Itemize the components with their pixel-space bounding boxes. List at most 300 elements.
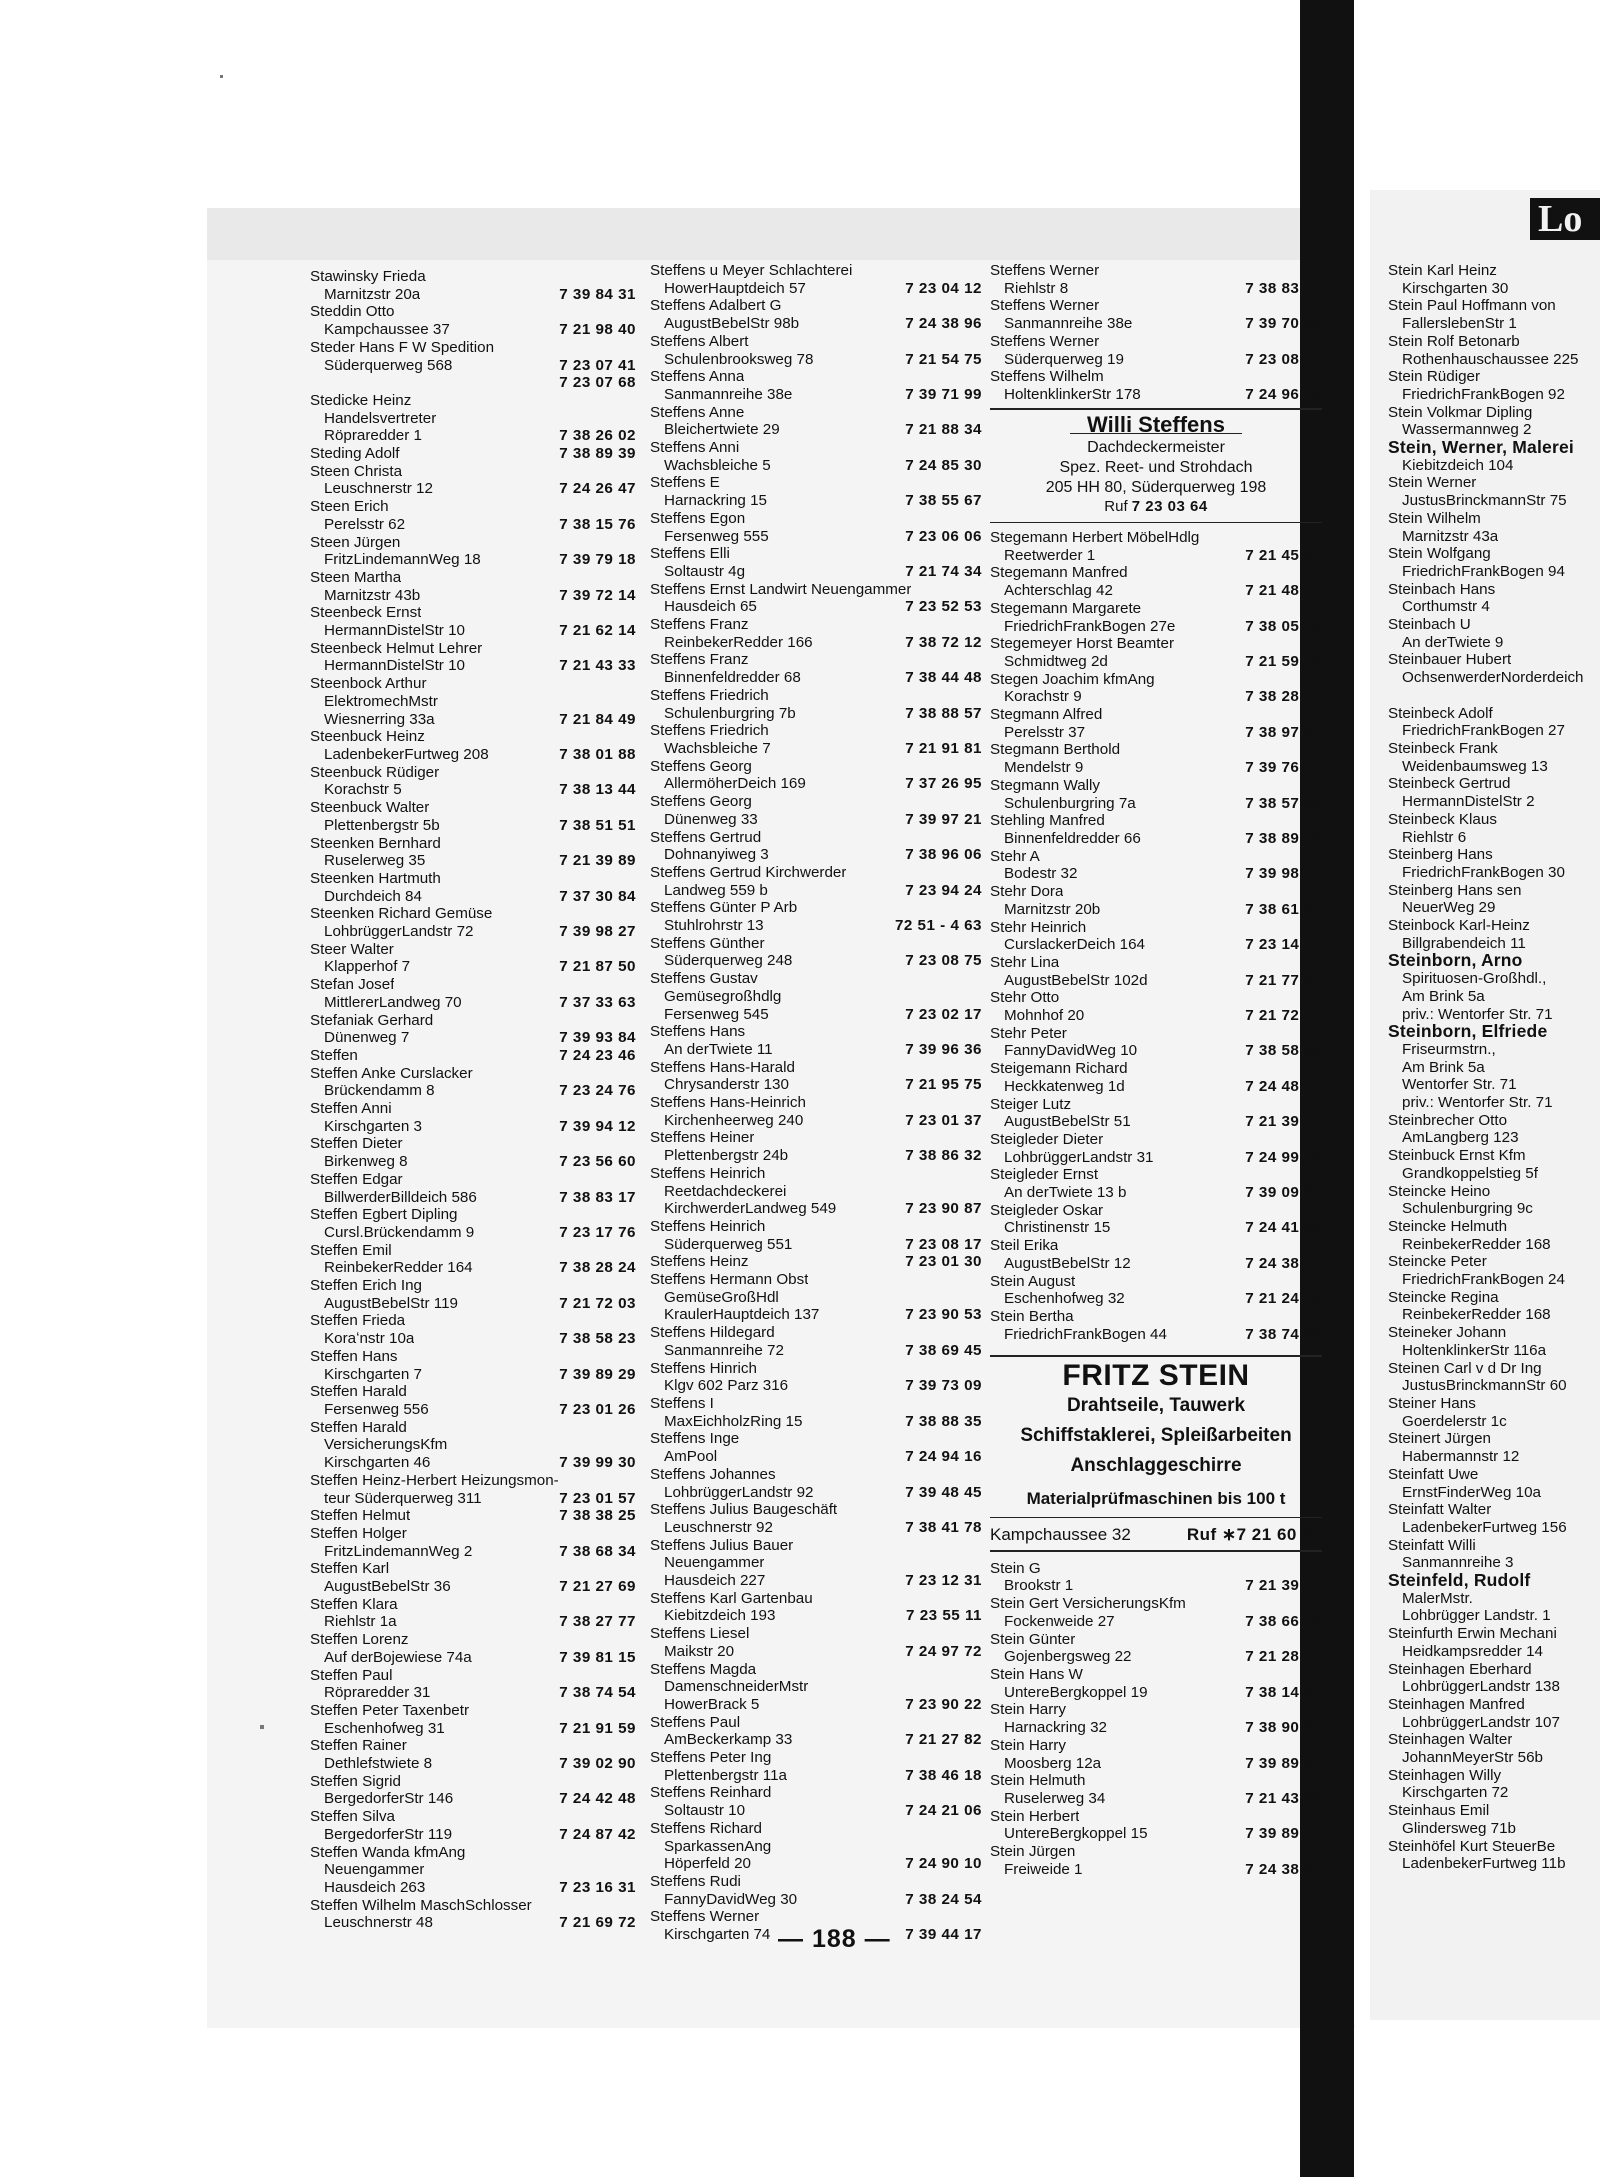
entry-text: Marnitzstr 43b [324,586,421,604]
entry-line [650,846,982,864]
entry-line [990,1701,1322,1719]
directory-entry [1388,775,1600,810]
entry-text: FriedrichFrankBogen 94 [1402,562,1565,580]
entry-line [310,534,636,552]
entry-line [990,368,1322,386]
entry-text: Leuschnerstr 12 [324,480,433,498]
entry-text: Riehlstr 1a [324,1613,397,1631]
entry-phone: 7 23 16 31 [559,1878,636,1896]
entry-line [650,705,982,723]
entry-text: Steffen Lorenz [310,1631,409,1649]
entry-line [310,1613,636,1631]
entry-line [310,1914,636,1932]
entry-phone: 7 39 93 84 [559,1029,636,1047]
directory-entry [650,333,982,368]
directory-entry [990,812,1322,847]
column-3-bottom [990,1560,1322,1879]
entry-text: Hausdeich 65 [664,598,757,616]
entry-phone: 7 23 90 87 [905,1200,982,1218]
entry-line [310,1684,636,1702]
entry-phone [978,297,982,315]
directory-entry [650,1590,982,1625]
entry-line [310,746,636,764]
entry-line [990,600,1322,618]
entry-line [310,551,636,569]
entry-line [310,1419,636,1437]
entry-phone [1596,1802,1600,1820]
entry-phone: 7 21 74 34 [905,562,982,580]
entry-phone [1596,280,1600,298]
entry-phone [1318,1808,1322,1826]
entry-line [310,1773,636,1791]
entry-phone: 7 21 39 54 [1245,1113,1322,1131]
entry-phone [632,1383,636,1401]
entry-phone [632,604,636,622]
entry-line [1388,315,1600,333]
entry-phone [978,1165,982,1183]
entry-line [310,941,636,959]
entry-line [650,1147,982,1165]
directory-entry [990,883,1322,918]
entry-phone: 7 39 02 90 [559,1755,636,1773]
entry-text: Steinbach Hans [1388,580,1496,598]
entry-text: Steenbuck Heinz [310,728,425,746]
entry-phone [978,988,982,1006]
directory-entry [1388,1147,1600,1182]
entry-line [650,722,982,740]
entry-phone [1596,492,1600,510]
entry-line [650,687,982,705]
entry-text: Achterschlag 42 [1004,582,1113,600]
entry-line [650,1200,982,1218]
entry-line [310,1295,636,1313]
entry-line [1388,1165,1600,1183]
directory-entry [310,764,636,799]
entry-phone [632,976,636,994]
entry-phone [1596,1006,1600,1024]
entry-text: Plettenbergstr 24b [664,1147,789,1165]
entry-line [990,1684,1322,1702]
entry-line [650,598,982,616]
ad-fritz-stein [990,1355,1322,1551]
entry-phone [632,799,636,817]
entry-phone: 7 24 99 13 [1245,1148,1322,1166]
entry-text: Steinbrecher Otto [1388,1111,1508,1129]
entry-phone: 7 24 94 16 [905,1448,982,1466]
directory-entry [990,1772,1322,1807]
entry-phone [1318,1025,1322,1043]
entry-text: AllermöherDeich 169 [664,775,806,793]
entry-phone [1596,864,1600,882]
entry-text: Wiesnerring 33a [324,710,435,728]
entry-text: AmPool [664,1448,718,1466]
entry-line [650,280,982,298]
entry-text: Röpraredder 31 [324,1684,431,1702]
entry-line [310,1720,636,1738]
directory-entry [310,1897,636,1932]
entry-line [1388,917,1600,935]
directory-entry [1388,297,1600,332]
entry-text: Steffens Magda [650,1660,757,1678]
entry-phone: 7 38 68 34 [559,1542,636,1560]
entry-phone [978,1501,982,1519]
entry-text: HermannDistelStr 10 [324,657,465,675]
entry-line [1388,280,1600,298]
entry-line [310,1189,636,1207]
ad-footer [990,1518,1322,1544]
entry-text: Steffen Egbert Dipling [310,1206,458,1224]
entry-line [310,427,636,445]
entry-phone [1596,262,1600,280]
entry-text: Steffens Elli [650,545,730,563]
entry-text: Brückendamm 8 [324,1082,435,1100]
entry-phone: 7 24 38 64 [1245,1860,1322,1878]
entry-text: Steffen Edgar [310,1170,403,1188]
entry-line [650,758,982,776]
entry-text: Sanmannreihe 3 [1402,1554,1514,1572]
entry-text: Steffens Liesel [650,1625,750,1643]
entry-phone [1596,1448,1600,1466]
entry-line [990,1202,1322,1220]
entry-phone: 7 24 48 73 [1245,1077,1322,1095]
entry-line [650,1218,982,1236]
entry-text: Kirschgarten 74 [664,1926,771,1944]
directory-entry [1388,262,1600,297]
directory-entry [990,1166,1322,1201]
entry-phone [978,545,982,563]
entry-line [1388,1731,1600,1749]
entry-text: Schulenburgring 7b [664,704,796,722]
entry-phone [1318,333,1322,351]
entry-line [990,529,1322,547]
entry-phone: 7 39 79 18 [559,551,636,569]
entry-phone [978,758,982,776]
entry-text: Steinbeck Gertrud [1388,775,1511,793]
entry-phone [1596,1466,1600,1484]
entry-text: Steen Christa [310,462,403,480]
entry-line [1388,474,1600,492]
entry-phone: 7 38 83 07 [1245,279,1322,297]
directory-entry [310,498,636,533]
directory-entry [310,339,636,392]
entry-phone: 7 39 09 92 [1245,1184,1322,1202]
entry-phone: 7 23 08 75 [905,952,982,970]
entry-phone: 7 39 84 31 [559,285,636,303]
entry-phone [632,1667,636,1685]
entry-line [1388,1855,1600,1873]
entry-line [650,1501,982,1519]
directory-entry [650,262,982,297]
entry-phone [632,835,636,853]
entry-phone [978,404,982,422]
entry-text: Mendelstr 9 [1004,759,1084,777]
entry-text: Steffen Heinz-Herbert Heizungsmon- [310,1471,559,1489]
entry-text: Heidkampsredder 14 [1402,1642,1543,1660]
entry-phone [1318,1737,1322,1755]
entry-phone [632,392,636,410]
entry-line [1388,758,1600,776]
entry-text: Steenbeck Helmut Lehrer [310,639,483,657]
entry-phone [978,1466,982,1484]
entry-phone: 7 24 90 10 [905,1855,982,1873]
entry-phone: 7 38 28 25 [1245,688,1322,706]
entry-phone [1596,351,1600,369]
entry-text: Corthumstr 4 [1402,598,1490,616]
entry-phone [632,640,636,658]
directory-entry [1388,1023,1600,1112]
directory-entry [310,675,636,728]
entry-line [310,1755,636,1773]
entry-phone [1596,457,1600,475]
entry-text: Billgrabendeich 11 [1402,934,1526,952]
entry-text: JustusBrinckmannStr 75 [1402,492,1567,510]
entry-line [650,1731,982,1749]
entry-text: Kiebitzdeich 193 [664,1607,776,1625]
directory-entry [1388,1324,1600,1359]
entry-text: An derTwiete 13 b [1004,1184,1127,1202]
entry-text: Steffens Julius Bauer [650,1536,794,1554]
entry-line [1388,386,1600,404]
entry-phone [978,1360,982,1378]
entry-phone [1596,775,1600,793]
directory-entry [990,1701,1322,1736]
entry-text: Steffen Rainer [310,1737,407,1755]
entry-text: Dünenweg 7 [324,1029,410,1047]
entry-line [990,1755,1322,1773]
entry-phone [978,722,982,740]
entry-line [310,852,636,870]
entry-line [1388,669,1600,687]
entry-phone [978,474,982,492]
directory-entry [310,799,636,834]
directory-entry [310,1472,636,1507]
ad-willi-steffens [990,408,1322,523]
entry-text: Steffens Werner [650,1908,760,1926]
entry-line [650,935,982,953]
entry-line [990,564,1322,582]
entry-text: Stein Hans W [990,1666,1083,1683]
entry-line [650,368,982,386]
entry-text: Stein Herbert [990,1807,1080,1825]
entry-text: Steffen Hans [310,1347,398,1365]
entry-line [990,1790,1322,1808]
entry-phone: 7 38 86 32 [905,1147,982,1165]
entry-phone: 7 23 02 17 [905,1005,982,1023]
entry-text: Steinhagen Manfred [1388,1695,1525,1713]
directory-entry [1388,1731,1600,1766]
entry-text: Stehr Peter [990,1024,1067,1042]
entry-text: Klapperhof 7 [324,958,411,976]
column-3 [990,262,1322,1878]
directory-entry [990,954,1322,989]
entry-text: FritzLindemannWeg 18 [324,551,481,569]
entry-text: Stein Helmuth [990,1772,1086,1790]
entry-text: Steigleder Oskar [990,1201,1104,1219]
entry-text: Steinhöfel Kurt SteuerBe [1388,1837,1556,1855]
ad-line: Spez. Reet- und Strohdach [1059,459,1253,477]
entry-text: Binnenfeldredder 68 [664,669,801,687]
entry-line [1388,1643,1600,1661]
entry-text: Steinhagen Willy [1388,1766,1502,1784]
directory-entry [310,941,636,976]
entry-phone [1596,1218,1600,1236]
entry-phone [978,1537,982,1555]
directory-entry [1388,1253,1600,1288]
entry-line [650,297,982,315]
entry-line [310,1224,636,1242]
entry-line [1388,1200,1600,1218]
entry-phone [1318,848,1322,866]
entry-phone: 7 39 99 30 [559,1454,636,1472]
entry-phone: 7 23 01 30 [905,1253,982,1271]
entry-text: NeuerWeg 29 [1402,899,1496,917]
entry-line [990,848,1322,866]
directory-entry [310,1631,636,1666]
entry-phone [1596,988,1600,1006]
directory-entry [310,1100,636,1135]
entry-line [990,547,1322,565]
entry-text: AugustBebelStr 12 [1004,1254,1131,1272]
entry-text: Steffen Peter Taxenbetr [310,1701,470,1719]
entry-text: Korachstr 9 [1004,688,1082,706]
entry-phone [978,899,982,917]
entry-phone [978,1784,982,1802]
entry-line [310,1826,636,1844]
entry-line [310,1065,636,1083]
entry-text: Steigemann Richard [990,1060,1128,1078]
entry-phone: 7 38 44 48 [905,669,982,687]
entry-text: Handelsvertreter [324,409,437,427]
directory-entry [310,1012,636,1047]
entry-phone [1596,1607,1600,1625]
entry-phone [632,728,636,746]
directory-entry [1388,581,1600,616]
directory-entry [310,1277,636,1312]
entry-line [990,1237,1322,1255]
entry-text: Wachsbleiche 7 [664,739,771,757]
entry-text: Steffen Harald [310,1383,407,1401]
entry-line [310,1401,636,1419]
entry-line [310,640,636,658]
entry-phone: 7 39 94 12 [559,1117,636,1135]
entry-line [1388,1714,1600,1732]
entry-phone [1318,1237,1322,1255]
entry-line [1388,1129,1600,1147]
entry-text: Steffens Karl Gartenbau [650,1589,813,1607]
entry-phone: 7 38 14 28 [1245,1683,1322,1701]
entry-phone [632,1135,636,1153]
entry-line [990,1096,1322,1114]
entry-text: Wachsbleiche 5 [664,456,771,474]
entry-text: teur Süderquerweg 311 [324,1489,482,1507]
directory-entry [990,1666,1322,1701]
directory-entry [990,368,1322,403]
entry-line [1388,1784,1600,1802]
entry-line [650,1820,982,1838]
entry-line [310,1100,636,1118]
entry-phone [1318,297,1322,315]
column-4 [1388,262,1600,1873]
entry-line [1388,351,1600,369]
entry-line [650,1714,982,1732]
entry-line [650,1643,982,1661]
entry-text: HoltenklinkerStr 116a [1402,1341,1547,1359]
entry-phone: 7 21 54 75 [905,350,982,368]
entry-text: FallerslebenStr 1 [1402,315,1517,333]
entry-text: Reetwerder 1 [1004,546,1096,564]
entry-line [310,976,636,994]
entry-phone: 7 39 72 14 [559,586,636,604]
entry-line [1388,1519,1600,1537]
entry-line [650,528,982,546]
entry-line [990,865,1322,883]
entry-phone [632,534,636,552]
entry-line [310,728,636,746]
entry-phone: 7 39 73 09 [905,1377,982,1395]
entry-line [310,1861,636,1879]
entry-text: FriedrichFrankBogen 27 [1402,722,1565,740]
entry-phone: 7 21 43 33 [559,657,636,675]
entry-text: Am Brink 5a [1402,987,1485,1005]
directory-entry [650,404,982,439]
entry-phone [1318,919,1322,937]
ad-phone [990,498,1322,516]
entry-line [1388,581,1600,599]
entry-line [1388,651,1600,669]
directory-entry [310,976,636,1011]
directory-entry [1388,811,1600,846]
entry-text: Steincke Peter [1388,1253,1487,1271]
entry-line [990,582,1322,600]
entry-phone [1596,1094,1600,1112]
entry-text: ErnstFinderWeg 10a [1402,1483,1542,1501]
entry-line [310,1897,636,1915]
entry-phone [632,1348,636,1366]
entry-text: Soltaustr 4g [664,562,746,580]
entry-phone [1318,1595,1322,1613]
directory-entry [650,1165,982,1218]
entry-text: SparkassenAng [664,1837,772,1855]
entry-phone: 7 21 77 84 [1245,971,1322,989]
entry-text: FriedrichFrankBogen 27e [1004,617,1176,635]
entry-phone [1596,651,1600,669]
directory-entry [990,600,1322,635]
entry-text: Steffens Gertrud Kirchwerder [650,863,847,881]
entry-line [1388,899,1600,917]
entry-phone: 7 38 58 96 [1245,1042,1322,1060]
entry-text: Steffens Albert [650,332,749,350]
entry-text: JohannMeyerStr 56b [1402,1749,1543,1767]
entry-line [1388,1218,1600,1236]
entry-text: FriedrichFrankBogen 24 [1402,1271,1565,1289]
entry-line [310,622,636,640]
entry-text: Steinbeck Klaus [1388,810,1497,828]
entry-text: MaxEichholzRing 15 [664,1412,803,1430]
entry-line [650,616,982,634]
entry-line [650,510,982,528]
entry-text: Korachstr 5 [324,781,402,799]
entry-phone: 7 21 95 75 [905,1076,982,1094]
entry-line [310,764,636,782]
entry-text: LohbrüggerLandstr 107 [1402,1713,1560,1731]
page-number: — 188 — [778,1925,891,1953]
entry-phone [1596,1059,1600,1077]
directory-entry [1388,333,1600,368]
entry-line [650,439,982,457]
entry-phone [632,1012,636,1030]
entry-line [1388,829,1600,847]
entry-text: Landweg 559 b [664,881,768,899]
